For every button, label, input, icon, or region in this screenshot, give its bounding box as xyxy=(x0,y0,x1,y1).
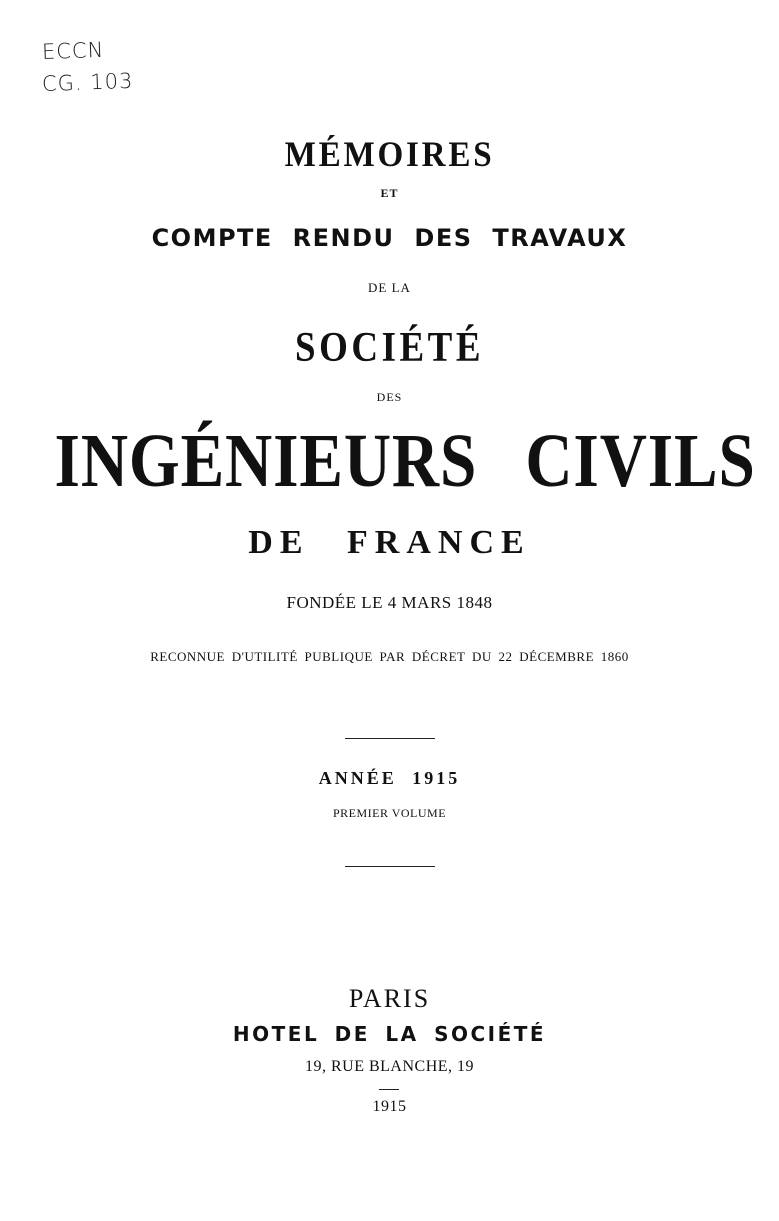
founding-date: FONDÉE LE 4 MARS 1848 xyxy=(286,593,493,612)
divider-top xyxy=(345,738,435,739)
title-compte-rendu: COMPTE RENDU DES TRAVAUX xyxy=(151,224,628,252)
divider-bottom xyxy=(345,866,435,867)
imprint-publisher: HOTEL DE LA SOCIÉTÉ xyxy=(232,1022,547,1046)
title-societe: SOCIÉTÉ xyxy=(295,325,484,371)
edition-year: ANNÉE 1915 xyxy=(318,768,461,788)
edition-volume: PREMIER VOLUME xyxy=(332,806,447,820)
imprint-address: 19, RUE BLANCHE, 19 xyxy=(304,1058,475,1075)
title-et: ET xyxy=(380,186,399,200)
title-ingenieurs-civils: INGÉNIEURS CIVILS xyxy=(54,419,756,503)
handwritten-note-2: CG. 103 xyxy=(41,68,134,96)
title-memoires: MÉMOIRES xyxy=(284,134,495,174)
imprint-city: PARIS xyxy=(348,984,431,1013)
title-de-france: DE FRANCE xyxy=(248,524,531,561)
recognition-decree: RECONNUE D'UTILITÉ PUBLIQUE PAR DÉCRET DU 22 DÉCEMBRE 1860 xyxy=(150,649,629,664)
imprint-dash xyxy=(379,1089,399,1090)
imprint-year: 1915 xyxy=(372,1098,407,1115)
title-de-la: DE LA xyxy=(368,280,411,295)
handwritten-note-1: ECCN xyxy=(41,37,105,64)
title-des: DES xyxy=(376,390,403,404)
